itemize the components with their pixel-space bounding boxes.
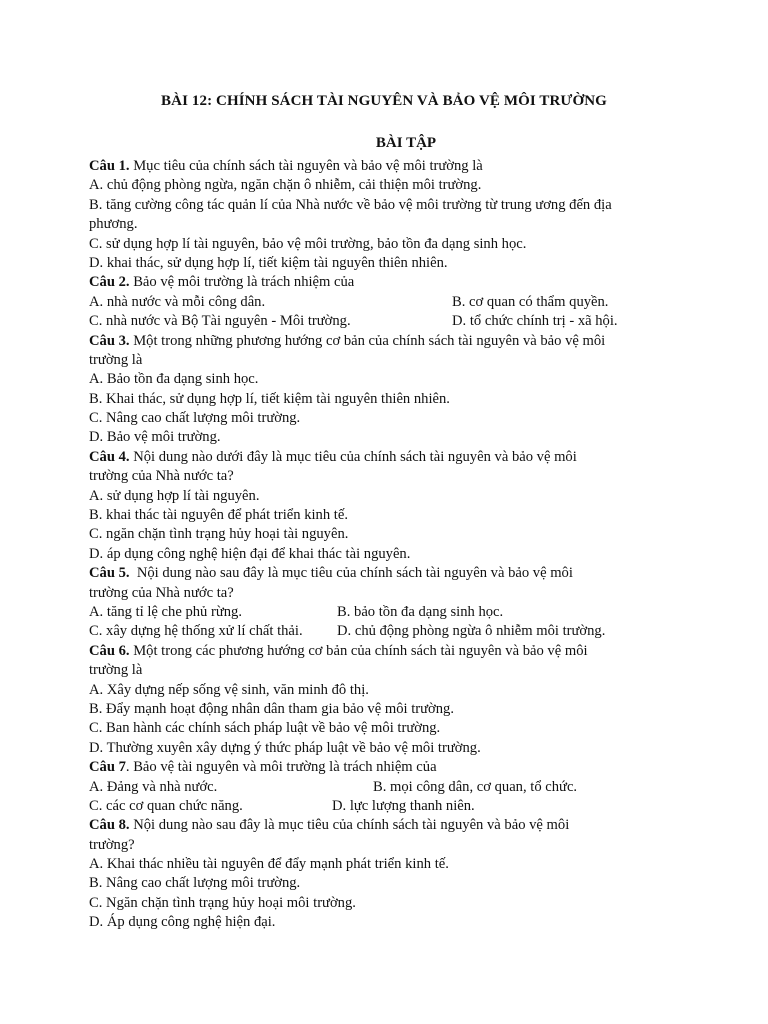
question-5-option-a: A. tăng tỉ lệ che phủ rừng.	[89, 603, 242, 620]
question-8-stem-line-2: trường?	[89, 836, 135, 853]
question-list	[89, 157, 689, 933]
question-3-option-b: B. Khai thác, sử dụng hợp lí, tiết kiệm tài nguyên thiên nhiên.	[89, 390, 450, 407]
question-7-option-c: C. các cơ quan chức năng.	[89, 797, 243, 814]
question-8-option-a: A. Khai thác nhiều tài nguyên để đẩy mạnh phát triển kinh tế.	[89, 856, 449, 873]
question-1-stem	[89, 157, 689, 176]
question-2-option-c: C. nhà nước và Bộ Tài nguyên - Môi trường.	[89, 313, 351, 330]
question-5-stem-line-2: trường của Nhà nước ta?	[89, 584, 234, 601]
question-1-label: Câu 1.	[89, 158, 130, 174]
question-5-option-b: B. bảo tồn đa dạng sinh học.	[337, 603, 504, 620]
question-1-option-c: C. sử dụng hợp lí tài nguyên, bảo vệ môi trường, bảo tồn đa dạng sinh học.	[89, 235, 527, 252]
question-8-text: Nội dung nào sau đây là mục tiêu của chính sách tài nguyên và bảo vệ môi	[129, 817, 570, 834]
question-2-text: Bảo vệ môi trường là trách nhiệm của	[129, 274, 355, 291]
question-8-label: Câu 8.	[89, 817, 130, 834]
page-title: BÀI 12: CHÍNH SÁCH TÀI NGUYÊN VÀ BẢO VỆ MÔI TRƯỜNG	[161, 93, 607, 109]
question-5-option-d: D. chủ động phòng ngừa ô nhiễm môi trường.	[337, 623, 606, 640]
question-6-option-d: D. Thường xuyên xây dựng ý thức pháp luật về bảo vệ môi trường.	[89, 739, 481, 756]
question-2-label: Câu 2.	[89, 274, 130, 291]
question-1-option-b-line-2: phương.	[89, 216, 138, 233]
question-4-option-b: B. khai thác tài nguyên để phát triển kinh tế.	[89, 507, 348, 524]
question-6-text: Một trong các phương hướng cơ bản của chính sách tài nguyên và bảo vệ môi	[129, 642, 588, 659]
section-heading: BÀI TẬP	[375, 135, 437, 151]
question-3-text: Một trong những phương hướng cơ bản của chính sách tài nguyên và bảo vệ môi	[129, 332, 606, 349]
question-7-label: Câu 7	[89, 759, 126, 776]
question-6-stem	[89, 642, 689, 661]
question-4-stem	[89, 448, 689, 467]
question-4-label: Câu 4.	[89, 448, 130, 465]
question-8-option-b: B. Nâng cao chất lượng môi trường.	[89, 875, 301, 892]
question-7-option-d: D. lực lượng thanh niên.	[332, 797, 475, 814]
question-3-option-c: C. Nâng cao chất lượng môi trường.	[89, 410, 301, 427]
question-2-stem	[89, 273, 689, 292]
question-3-stem-line-2: trường là	[89, 351, 143, 368]
question-7-text: . Bảo vệ tài nguyên và môi trường là trách nhiệm của	[125, 759, 437, 776]
question-5-text: Nội dung nào sau đây là mục tiêu của chính sách tài nguyên và bảo vệ môi	[129, 565, 573, 582]
question-6-stem-line-2: trường là	[89, 662, 143, 679]
question-2-option-d: D. tổ chức chính trị - xã hội.	[452, 313, 618, 330]
question-4-option-d: D. áp dụng công nghệ hiện đại để khai thác tài nguyên.	[89, 545, 411, 562]
question-1-option-d: D. khai thác, sử dụng hợp lí, tiết kiệm tài nguyên thiên nhiên.	[89, 254, 448, 271]
question-1-option-b-line-1: B. tăng cường công tác quản lí của Nhà nước về bảo vệ môi trường từ trung ương đến địa	[89, 196, 612, 213]
question-2-options-row-2	[89, 312, 689, 331]
question-3-option-a: A. Bảo tồn đa dạng sinh học.	[89, 371, 259, 388]
question-7-stem	[89, 758, 689, 777]
question-2-option-a: A. nhà nước và mỗi công dân.	[89, 293, 266, 310]
question-4-text: Nội dung nào dưới đây là mục tiêu của chính sách tài nguyên và bảo vệ môi	[129, 448, 577, 465]
question-7-options-row-2	[89, 797, 689, 816]
question-6-option-b: B. Đẩy mạnh hoạt động nhân dân tham gia bảo vệ môi trường.	[89, 700, 454, 717]
question-7-option-b: B. mọi công dân, cơ quan, tổ chức.	[373, 778, 578, 795]
question-8-option-d: D. Áp dụng công nghệ hiện đại.	[89, 914, 276, 931]
question-7-option-a: A. Đảng và nhà nước.	[89, 778, 218, 795]
question-7-options-row-1	[89, 778, 689, 797]
question-6-option-a: A. Xây dựng nếp sống vệ sinh, văn minh đô thị.	[89, 681, 369, 698]
question-4-option-a: A. sử dụng hợp lí tài nguyên.	[89, 487, 260, 504]
question-6-option-c: C. Ban hành các chính sách pháp luật về bảo vệ môi trường.	[89, 720, 441, 737]
question-4-stem-line-2: trường của Nhà nước ta?	[89, 468, 234, 485]
question-6-label: Câu 6.	[89, 642, 130, 659]
question-5-option-c: C. xây dựng hệ thống xử lí chất thải.	[89, 623, 303, 640]
question-5-options-row-1	[89, 603, 689, 622]
question-5-options-row-2	[89, 622, 689, 641]
question-2-options-row-1	[89, 293, 689, 312]
question-5-stem	[89, 564, 689, 583]
question-3-stem	[89, 332, 689, 351]
question-1-text: Mục tiêu của chính sách tài nguyên và bảo vệ môi trường là	[129, 158, 483, 174]
question-4-option-c: C. ngăn chặn tình trạng hủy hoại tài nguyên.	[89, 526, 349, 543]
question-8-stem	[89, 816, 689, 835]
question-3-option-d: D. Bảo vệ môi trường.	[89, 429, 221, 446]
question-2-option-b: B. cơ quan có thẩm quyền.	[452, 293, 609, 310]
question-8-option-c: C. Ngăn chặn tình trạng hủy hoại môi trường.	[89, 894, 356, 911]
question-1-option-a: A. chủ động phòng ngừa, ngăn chặn ô nhiễm, cải thiện môi trường.	[89, 177, 482, 194]
question-5-label: Câu 5.	[89, 565, 130, 582]
question-3-label: Câu 3.	[89, 332, 130, 349]
